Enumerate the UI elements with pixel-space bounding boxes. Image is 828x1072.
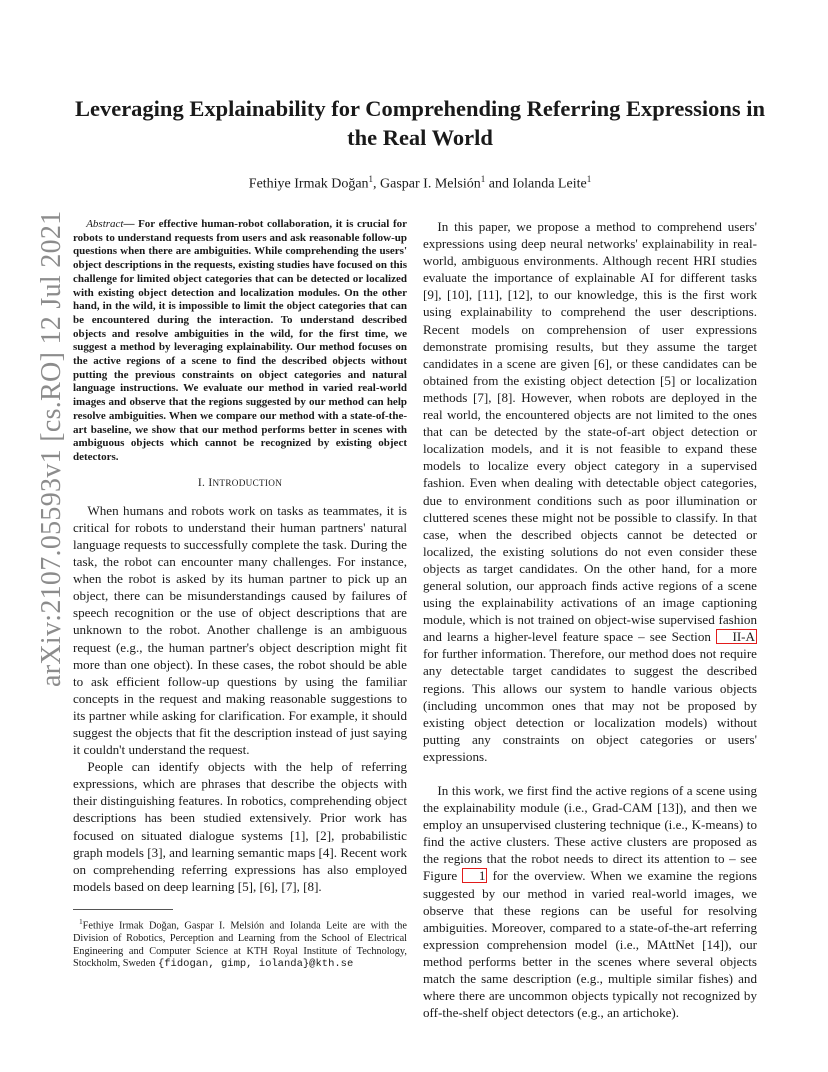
author-affiliation-mark: 1 — [586, 174, 592, 184]
author-name: Iolanda Leite — [512, 176, 587, 192]
abstract-text: For effective human-robot collaboration, it is crucial for robots to understand requests from users and ask reasonable follow-up questions when there are ambiguities. While comprehending the users' object descriptions in the requests, existing studies have focused on this challenge for limited object categories that can be detected or localized with existing object detection and localization modules. On the other hand, in the wild, it is impossible to limit the object categories that can be encountered during the interaction. To understand described objects and resolve ambiguities in the wild, for the first time, we suggest a method by leveraging explainability. Our method focuses on the active regions of a scene to find the described objects without putting the previous constraints on object categories and natural language instructions. We evaluate our method in varied real-world images and observe that the regions suggested by our method can help resolve ambiguities. When we compare our method with a state-of-the-art baseline, we show that our method performs better in scenes with ambiguous objects which cannot be recognized by existing object detectors. — [73, 218, 407, 463]
body-paragraph — [423, 218, 757, 765]
body-paragraph — [423, 782, 757, 1021]
author-name: Gaspar I. Melsión — [380, 176, 481, 192]
paragraph-text: In this paper, we propose a method to comprehend users' expressions using deep neural networks' explainability in real-world, ambiguous environments. Although recent HRI studies evaluate the importance of explainable AI for different tasks [9], [10], [11], [12], to our knowledge, this is the first work using explainability to comprehend the user descriptions. Recent models on comprehension of user expressions demonstrate promising results, but they assume the target candidates in a scene are given [6], or these candidates can be obtained from the existing object detection [5] or localization methods [7], [8]. However, when robots are deployed in the real world, the encountered objects are not limited to the ones that can be detected by the state-of-art object detection or localization models, and it is not feasible to expand these models to localize every object category in a supervised fashion. Even when dealing with detectable object categories, due to environment conditions such as poor illumination or cluttered scenes these might not be possible to classify. In that case, when the described objects cannot be detected or localized, the existing solutions do not even consider these objects as target candidates. On the other hand, for a more general solution, our approach finds active regions of a scene using the explainability activations of an image captioning module, which is not trained on object-wise supervised fashion and learns a higher-level feature space – see Section — [423, 219, 757, 645]
body-paragraph: People can identify objects with the help of referring expressions, which are phrases that describe the objects with their distinguishing features. In robotics, comprehending object descriptions has been studied extensively. Prior work has focused on situated dialogue systems [1], [2], probabilistic graph models [3], and learning semantic maps [4]. Recent work on comprehending referring expressions has also employed models based on deep learning [5], [6], [7], [8]. — [73, 759, 407, 894]
author-affiliation-mark: 1 — [368, 174, 374, 184]
author-name: Fethiye Irmak Doğan — [248, 176, 369, 192]
author-email[interactable]: {fidogan, gimp, iolanda}@kth.se — [157, 958, 354, 971]
abstract-label: Abstract — [86, 218, 124, 230]
section-reference-link[interactable]: II-A — [716, 629, 757, 644]
author-affiliation-mark: 1 — [480, 174, 486, 184]
footnote-mark: 1 — [79, 917, 83, 926]
section-title-initial: I — [208, 476, 213, 489]
abstract-dash: — — [123, 218, 139, 230]
section-numeral: I. — [197, 476, 209, 489]
author-separator: , — [373, 176, 381, 192]
footnote-divider — [73, 909, 173, 910]
abstract — [73, 218, 407, 465]
section-title-rest: NTRODUCTION — [212, 477, 283, 488]
section-heading-introduction — [73, 475, 407, 492]
left-column — [73, 218, 407, 971]
footnote-text: Fethiye Irmak Doğan, Gaspar I. Melsión and Iolanda Leite are with the Division of Robotics, Perception and Learning from the School of Electrical Engineering and Computer Science at KTH Royal Institute of Technology, Stockholm, Sweden — [73, 920, 407, 970]
paragraph-text: for further information. Therefore, our method does not require any detectable target candidates to suggest the described regions. This allows our system to handle various objects (including uncommon ones that may not be proposed by existing object detection or localization models) without putting any constraints on object categories or users' expressions. — [423, 646, 757, 764]
author-conjunction: and — [485, 176, 513, 192]
arxiv-identifier-stamp: arXiv:2107.05593v1 [cs.RO] 12 Jul 2021 — [36, 210, 67, 687]
right-column — [423, 218, 757, 1021]
paragraph-text: In this work, we first find the active regions of a scene using the explainability module (i.e., Grad-CAM [13]), and then we employ an unsupervised clustering technique (i.e., K-means) to find the active clusters. These active clusters are proposed as the regions that the robot needs to direct its attention to – see Figure — [423, 783, 757, 884]
affiliation-footnote — [73, 916, 407, 971]
paragraph-text: for the overview. When we examine the regions suggested by our method in varied real-world images, we observe that these regions can be useful for resolving ambiguities. Moreover, compared to a state-of-the-art referring expression comprehension model (i.e., MAttNet [14]), our method performs better in the scenes where several objects match the same description (e.g., multiple similar fishes) and where there are uncommon objects typically not recognized by off-the-shelf object detectors (e.g., an artichoke). — [423, 868, 757, 1021]
author-list — [70, 170, 770, 194]
figure-reference-link[interactable]: 1 — [462, 868, 487, 883]
paper-title: Leveraging Explainability for Comprehending Referring Expressions in the Real World — [74, 96, 766, 150]
body-paragraph: When humans and robots work on tasks as teammates, it is critical for robots to understand their human partners' natural language requests to successfully complete the task. During the task, the robot can encounter many challenges. For instance, when the robot is asked by its human partner to pick up an object, there can be misunderstandings caused by failures of speech recognition or the use of object descriptions that are unknown to the robot. Another challenge is an ambiguous request (e.g., the human partner's object description might fit more than one object). In these cases, the robot should be able to ask efficient follow-up questions by using the familiar concepts in the request and making reasonable suggestions to its partner while asking for clarification. For example, it should suggest the objects that fit the description instead of just saying it couldn't understand the request. — [73, 502, 407, 758]
